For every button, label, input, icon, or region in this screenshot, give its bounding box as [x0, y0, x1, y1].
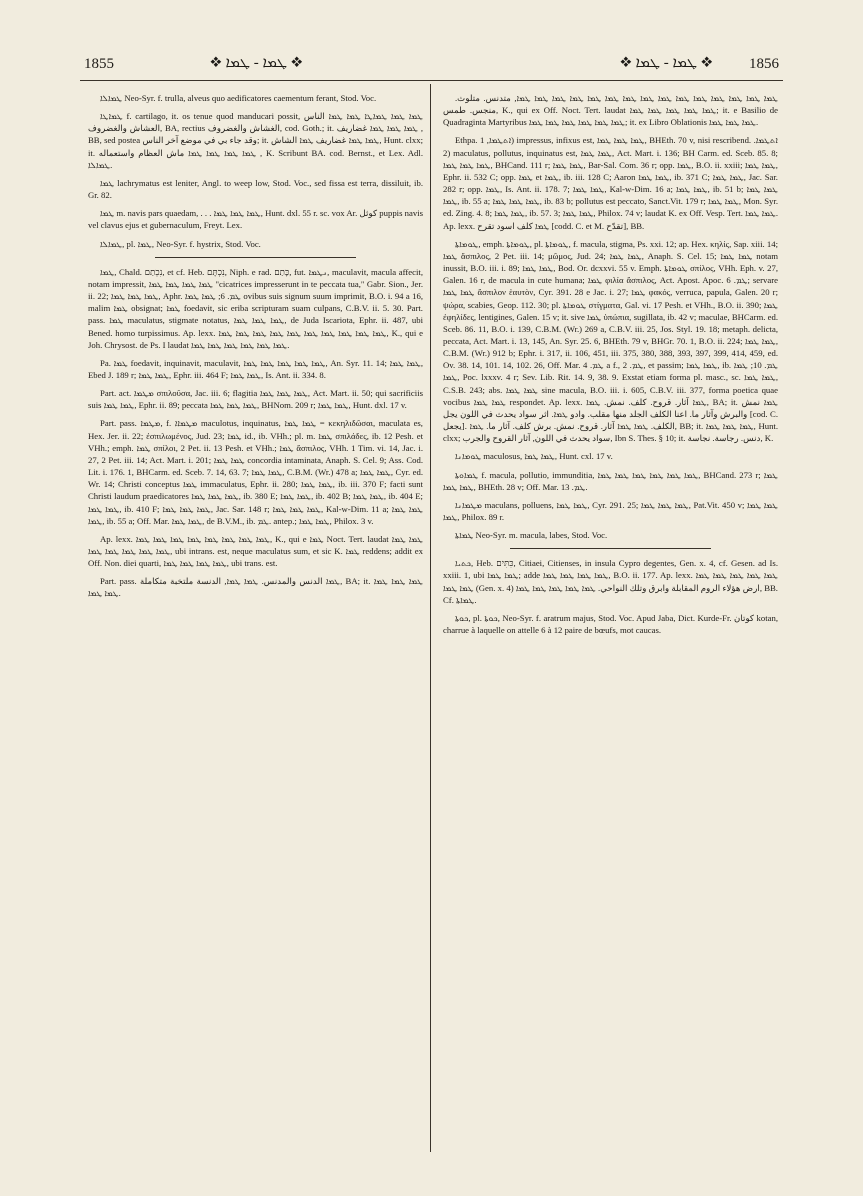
entry-ap-lexx: Ap. lexx. ܛܡܐ ܛܡܐ ܛܡܐ ܛܡܐ ܛܡܐ ܛܡܐ ܛܡܐ ܛܡܐ, K., qui e ܛܡܐ Noct. Tert. laudat ܛܡܐ ܛܡܐ ܛܡܐ ܛܡܐ ܛܡܐ ܛܡܐ ܛܡܐ, ubi intrans. est, neque maculatus sum, et sic K. ܛܡܐ reddens; addit ex Off. Non. diei quarti, ܛܡܐ ܛܡܐ ܛܡܐ ܛܡܐ, ubi trans. est.	[88, 533, 423, 569]
entry-part-act: Part. act. ܡܛܡܐ σπιλοῦσα, Jac. iii. 6; flagitia ܛܡܐ ܛܡܐ ܛܡܐ, Act. Mart. ii. 50; qui sacrificiis suis ܛܡܐ ܛܡܐ, Ephr. ii. 89; peccata ܛܡܐ ܛܡܐ ܛܡܐ, BHNom. 209 r; ܛܡܐ ܛܡܐ, Hunt. dxl. 17 v.	[88, 388, 423, 411]
page-number-left: 1855	[84, 56, 114, 72]
entry-pa-foedavit: Pa. ܛܡܐ foedavit, inquinavit, maculavit, ܛܡܐ ܛܡܐ ܛܡܐ ܛܡܐ ܛܡܐ, An. Syr. 11. 14; ܛܡܐ ܛܡܐ, Ebed J. 189 r; ܛܡܐ ܛܡܐ, Ephr. iii. 464 F; ܛܡܐ ܛܡܐ, Is. Ant. ii. 334. 8.	[88, 357, 423, 380]
header-rule	[80, 80, 783, 81]
entry-ethpa: Ethpa. ܐܬܛܡܐ, 1) impressus, infixus est, ܛܡܐ ܛܡܐ ܛܡܐ, BHEth. 70 v, nisi rescribend. ܐܬܛܡܐ. 2) maculatus, pollutus, inquinatus est, ܛܡܐ ܛܡܐ, Act. Mart. i. 136; BH Carm. ed. Sceb. 85. 8; ܛܡܐ ܛܡܐ ܛܡܐ, BHCand. 111 r; ܛܡܐ ܛܡܐ, Bar-Sal. Com. 36 r; opp. ܛܡܐ, B.O. ii. xxiii; ܛܡܐ ܛܡܐ, Ephr. ii. 532 C; opp. ܛܡܐ et ܛܡܐ, ib. iii. 128 C; Aaron ܛܡܐ ܛܡܐ, ib. 371 C; ܛܡܐ ܛܡܐ, Jac. Sar. 282 r; opp. ܛܡܐ, Is. Ant. ii. 178. 7; ܛܡܐ ܛܡܐ, Kal-w-Dim. 16 a; ܛܡܐ ܛܡܐ, ib. 51 b; ܛܡܐ ܛܡܐ ܛܡܐ, ib. 55 a; ܛܡܐ ܛܡܐ ܛܡܐ, ib. 83 b; pollutus est peccato, Sanct.Vit. 179 r; ܛܡܐ ܛܡܐ, Mon. Syr. ed. Zing. 4. 8; ܛܡܐ ܛܡܐ, ib. 57. 3; ܛܡܐ ܛܡܐ, Philox. 74 v; laudat K. ex Off. Vesp. Tert. ܛܡܐ ܛܡܐ. Ap. lexx. ܛܡܐ كلف اسود تقرح [codd. C. et M. تقدّح], BB.	[443, 135, 778, 231]
running-title-right: ❖ ܛܡܐ - ܛܡܐ ❖	[620, 55, 713, 71]
entry-lachrymatus: ܛܡܐ lachrymatus est leniter, Angl. to weep low, Stod. Voc., sed fissa est terra, dissiluit, ib. Gr. 82.	[88, 177, 423, 201]
entry-part-pass-2: Part. pass. ܛܡܐ الدنس والمدنس. ܛܡܐ ܛܡܐ, الدنسة ملتخبة متكاملة, BA; it. ܛܡܐ ܛܡܐ ܛܡܐ ܛܡܐ ܛܡܐ.	[88, 576, 423, 599]
running-title-left: ❖ ܛܡܐ - ܛܡܐ ❖	[210, 55, 303, 71]
entry-aratrum: ܟܘܬܐ, pl. ܟܘܬܐ, Neo-Syr. f. aratrum majus, Stod. Voc. Apud Jaba, Dict. Kurde-Fr. كوتان kotan, charrue à laquelle on attelle 6 à 12 paire de bœufs, mot caucas.	[443, 612, 778, 636]
entry-trulla: ܛܡܐܠܐ Neo-Syr. f. trulla, alveus quo aedificatores caementum ferant, Stod. Voc.	[100, 93, 377, 103]
entry-cartilago: ܛܡܐܛܐ f. cartilago, it. os tenue quod manducari possit, ܛܡܐ ܛܡܐ ܛܡܐܛܐ ܛܡܐ ܛܡܐ الناس العشاش والغضروف, BA, rectius الغشاش والغضروف, cod. Goth.; it. ܛܡܐ ܛܡܐ ܛܡܐ غضاريف , BB, sed postea وقد جاء بي في موضع آخر الناس; it. ܛܡܐ ܛܡܐ غضاريف ܛܡܐ الشاش, Hunt. clxx; it. ܛܡܐ ܛܡܐ ܛܡܐ ܛܡܐ ماش العظام واستعماله , K. Scribunt BA. cod. Bernst., et Lex. Adl. ܛܡܐܠܐ.	[88, 111, 423, 170]
entry-pollutio: ܛܡܐܘܬܐ f. macula, pollutio, immunditia, ܛܡܐ ܛܡܐ ܛܡܐ ܛܡܐ ܛܡܐ ܛܡܐ, BHCand. 273 r; ܛܡܐ ܛܡܐ ܛܡܐ, BHEth. 28 v; Off. Mar. ܛܡ. 13.	[443, 469, 778, 492]
column-divider	[430, 84, 431, 1152]
entry-citiaei: ܟܬܝܐ, Heb. כִּתִּים, Citiaei, Citienses, in insula Cypro degentes, Gen. x. 4, cf. Gesen. ad Is. xxiii. 1, ubi ܛܡܐ ܛܡܐ; adde ܛܡܐ ܛܡܐ ܛܡܐ ܛܡܐ, B.O. ii. 177. Ap. lexx. ܛܡܐ ܛܡܐ ܛܡܐ ܛܡܐ ܛܡܐ ܛܡܐ ܛܡܐ (Gen. x. 4) ارض هؤلاء الروم المقابلة وابرق وتلك النواحي. ܛܡܐ ܛܡܐ ܛܡܐ ܛܡܐ ܛܡܐ, BB. Cf. ܛܡܐܬܐ.	[443, 558, 778, 605]
right-column	[443, 92, 778, 1142]
section-divider-left	[155, 257, 356, 258]
left-column	[88, 92, 423, 1142]
entry-maculans: ܡܛܡܐܢܐ maculans, polluens, ܛܡܐ ܛܡܐ, Cyr. 291. 25; ܛܡܐ ܛܡܐ ܛܡܐ, Pat.Vit. 450 v; ܛܡܐ ܛܡܐ ܛܡܐ, Philox. 89 r.	[443, 499, 778, 522]
entry-navis: ܛܡܐ m. navis pars quaedam, . . . ܛܡܐ ܛܡܐ ܛܡܐ, Hunt. dxl. 55 r. sc. vox Ar. كوثل puppis navis vel clavus ejus et gubernaculum, Freyt. Lex.	[88, 208, 423, 231]
entry-macula-stigma: ܛܘܡܐܬܐ, emph. ܛܘܡܐܬܐ, pl. ܛܘܡܐܬܐ, f. macula, stigma, Ps. xxi. 12; ap. Hex. κηλίς, Sap. xiii. 14; ܛܡܐ ἄσπιλος, 2 Pet. iii. 14; μῶμος, Jud. 24; ܛܡܐ ܛܡܐ, Anaph. S. Cel. 15; ܛܡܐ ܛܡܐ notam inussit, B.O. iii. i. 89; ܛܡܐ ܛܡܐ, Bod. Or. dcxxvi. 55 v. Emph. ܛܘܡܐܬܐ σπίλος, VHh. Eph. v. 27, Galen. 16 r, de macula in cute humana; ܛܡܐ φιλία ἄσπιλος, Act. Apost. Apoc. ܛܡ. 6; servare ܛܡܐ ܛܡܐ ἄσπιλον ἑαυτὸν, Cyr. 391. 28 e Jac. i. 27; ܛܡܐ φακός, verruca, papula, Galen. 20 r; ψώρα, scabies, Geop. 112. 30; pl. ܛܘܡܐܬܐ στίγματα, Gal. vi. 17 Pesh. et VHh., B.O. ii. 390; ܛܡܐ ἐφηλίδες, lentigines, Galen. 15 v; it. sive ܛܡܐ ὑπώπια, sugillata, ib. 42 v; maculae, BHCarm. ed. Sceb. 86. 11, B.O. i. 139, C.B.M. (Wr.) 269 a, C.B.V. iii. 25, Jos. Styl. 19. 18; metaph. delicta, peccata, Act. Mart. i. 13, 145, An. Syr. 25. 6, BHEth. 79 v, BHGr. 70. 1, B.O. ii. 224; ܛܡܐ ܛܡܐ, C.B.M. (Wr.) 912 b; Ephr. i. 317, ii. 106, 451, iii. 375, 380, 388, 393, 397, 399, 414, 459, ed. Ov. 38. 14, 101. 14, 102. 26, Off. Mar. ܛܡ. 4 a f., ܛܡ. 2, et passim; ܛܡܐ ܛܡܐ, ib. ܛܡ. 10; ܛܡܐ ܛܡܐ, Poc. lxxxv. 4 r; Sev. Lib. Rit. 14. 9, 38. 9. Exstat etiam forma pl. masc., sc. ܛܡܐ ܛܡܐ, C.S.B. 243; abs. ܛܡܐ ܛܡܐ sine macula, B.O. iii. i. 605, C.B.V. iii. 377, forma poetica quae vocibus ܛܡܐ ܛܡܐ respondet. Ap. lexx. ܛܡܐ آثار. قروح. كلف. نمش. ܛܡܐ, BA; it. ܛܡܐ نمش والبرش وآثار ما. اعنا الكلف الجلد منها مقلب. وادو ܛܡܐ. اثر سواد يحدث في اللون يجل [cod. C. يجعل]. الكلف. ܛܡܐ ܛܡܐ آثار. قروح. نمش. برش كلف. آثار ما. ܛܡܐ, BB; it. ܛܡܐ ܛܡܐ ܛܡܐ, Hunt. clxx; سواد يحدث في اللون, آثار القروح والجرب, Ibn S. Thes. § 10; it. دنس. رجاسة. نجاسة, K.	[443, 238, 778, 444]
entry-continuation: ܛܡܐ ܛܡܐ ܛܡܐ ܛܡܐ ܛܡܐ ܛܡܐ ܛܡܐ ܛܡܐ ܛܡܐ ܛܡܐ ܛܡܐ ܛܡܐ ܛܡܐ ܛܡܐ ܛܡܐ, متدنس. متلوث. منجس. طمس, K., qui ex Off. Noct. Tert. laudat ܛܡܐ ܛܡܐ ܛܡܐ ܛܡܐ ܛܡܐ; it. e Basilio de Quadraginta Martyribus ܛܡܐ ܛܡܐ ܛܡܐ ܛܡܐ ܛܡܐ ܛܡܐ; it. ex Libro Oblationis ܛܡܐ ܛܡܐ ܛܡܐ.	[443, 93, 778, 128]
entry-maculosus: ܛܘܡܐܢܐ maculosus, ܛܡܐ ܛܡܐ, Hunt. cxl. 17 v.	[455, 451, 613, 462]
entry-part-pass: Part. pass. ܡܛܡܐ, f. ܡܛܡܐܐ maculotus, inquinatus, ܛܡܐ ܛܡܐ = κεκηλιδῶσαι, maculata es, Hex. Jer. ii. 22; ἐσπιλωμένος, Jud. 23; ܛܡܐ id., ib. VHh.; pl. m. ܛܡܐ σπιλάδες, ib. 12 Pesh. et VHh.; emph. ܛܡܐ σπίλοι, 2 Pet. ii. 13 Pesh. et VHh.; ܛܡܐ ἄσπιλος, VHh. 1 Tim. vi. 14, Jac. i. 27, 2 Pet. iii. 14; Act. Mart. i. 201; ܛܡܐ ܛܡܐ concordia intaminata, Anaph. S. Cel. 9; Ass. Cod. Lit. i. 176. 1, BHCarm. ed. Sceb. 7. 14, 63. 7; ܛܡܐ ܛܡܐ, C.B.M. (Wr.) 478 a; ܛܡܐ ܛܡܐ, Cyr. ed. Wr. 14; Christi conceptus ܛܡܐ immaculatus, Ephr. ii. 280; ܛܡܐ ܛܡܐ, ib. iii. 370 F; facti sunt Christi laudum praedicatores ܛܡܐ ܛܡܐ ܛܡܐ, ib. 380 E; ܛܡܐ ܛܡܐ, ib. 402 B; ܛܡܐ ܛܡܐ, ib. 404 E; ܛܡܐ ܛܡܐ, ib. 410 F; ܛܡܐ ܛܡܐ ܛܡܐ, Jac. Sar. 148 r; ܛܡܐ ܛܡܐ ܛܡܐ, Kal-w-Dim. 11 a; ܛܡܐ ܛܡܐ ܛܡܐ, ib. 55 a; Off. Mar. ܛܡܐ ܛܡܐ, de B.V.M., ib. ܛܡ. antep.; ܛܡܐ ܛܡܐ, Philox. 3 v.	[88, 418, 423, 526]
page-header	[80, 48, 783, 80]
entry-maculavit: ܛܡܐ, Chald. נִכְתַם, et cf. Heb. נִכְתָּם, Niph. e rad. כָּתַם, fut. ܢܛܡܐ, maculavit, macula affecit, notam impressit, ܛܡܐ ܛܡܐ ܛܡܐ ܛܡܐ "cicatrices impresserunt in te peccata tua," Gabr. Sion., Jer. ii. 22; ܛܡܐ ܛܡܐ ܛܡܐ, Aphr. ܛܡ. 6; ܛܡܐ ܛܡܐ ovibus suis signum suum imprimit, B.O. i. 94 a 16, malim ܛܡܐ obsignat; ܛܡܐ foedavit, sic eriba scripturam suam culpans, C.B.V. ii. 5. 30. Part. pass. ܛܡܐ maculatus, stigmate notatus, ܛܡܐ ܛܡܐ ܛܡܐ, de Juda Iscariota, Ephr. ii. 487, ubi Bened. homo turpissimus. Ap. lexx. ܛܡܐ ܛܡܐ ܛܡܐ ܛܡܐ ܛܡܐ ܛܡܐ ܛܡܐ ܛܡܐ ܛܡܐ ܛܡܐ, K., qui e Joh. Chrysost. de Ps. I laudat ܛܡܐ ܛܡܐ ܛܡܐ ܛܡܐ ܛܡܐ ܛܡܐ.	[88, 266, 423, 350]
entry-hystrix: ܛܡܐܠܐ, pl. ܛܡܐ, Neo-Syr. f. hystrix, Stod. Voc.	[100, 238, 261, 249]
entry-labes: ܛܡܐܬܐ Neo-Syr. m. macula, labes, Stod. Voc.	[455, 530, 608, 541]
section-divider-right	[510, 548, 711, 549]
page-number-right: 1856	[749, 56, 779, 72]
